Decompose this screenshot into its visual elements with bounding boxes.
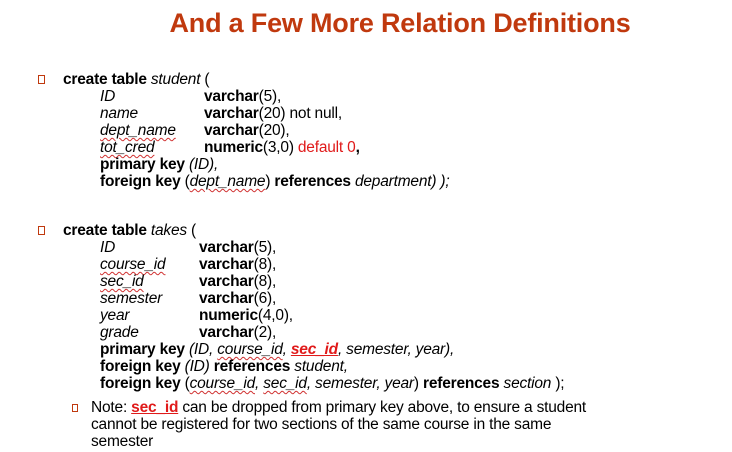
sub-bullet-square-icon — [72, 404, 78, 412]
takes-foreign-key-student: foreign key (ID) references student, — [100, 358, 348, 375]
student-col-name: name — [100, 105, 138, 122]
note-text: Note: sec_id can be dropped from primary key above, to ensure a student cannot be registered for two sections of the same course in the same semester — [91, 399, 587, 450]
takes-col-id-type: varchar(5), — [199, 239, 277, 256]
student-foreign-key: foreign key (dept_name) references department) ); — [100, 173, 450, 190]
takes-col-year: year — [100, 307, 130, 324]
takes-create-line: create table takes ( — [63, 222, 197, 239]
bullet-square-icon — [38, 226, 45, 235]
takes-col-course-id-type: varchar(8), — [199, 256, 277, 273]
student-col-dept-name: dept_name — [100, 122, 176, 139]
takes-foreign-key-section: foreign key (course_id, sec_id, semester, year) references section ); — [100, 375, 565, 392]
student-col-dept-name-type: varchar(20), — [204, 122, 290, 139]
takes-col-sec-id: sec_id — [100, 273, 144, 290]
takes-primary-key: primary key (ID, course_id, sec_id, semester, year), — [100, 341, 455, 358]
student-col-tot-cred-type: numeric(3,0) default 0, — [204, 139, 360, 156]
slide-title: And a Few More Relation Definitions — [169, 8, 631, 38]
takes-col-grade: grade — [100, 324, 139, 341]
takes-col-course-id: course_id — [100, 256, 166, 273]
takes-col-year-type: numeric(4,0), — [199, 307, 293, 324]
student-create-line: create table student ( — [63, 71, 210, 88]
takes-col-sec-id-type: varchar(8), — [199, 273, 277, 290]
student-col-name-type: varchar(20) not null, — [204, 105, 342, 122]
takes-col-semester: semester — [100, 290, 163, 307]
takes-col-id: ID — [100, 239, 116, 256]
takes-col-grade-type: varchar(2), — [199, 324, 277, 341]
student-col-id: ID — [100, 88, 116, 105]
student-primary-key: primary key (ID), — [100, 156, 219, 173]
bullet-square-icon — [38, 75, 45, 84]
student-col-tot-cred: tot_cred — [100, 139, 155, 156]
student-col-id-type: varchar(5), — [204, 88, 282, 105]
takes-col-semester-type: varchar(6), — [199, 290, 277, 307]
